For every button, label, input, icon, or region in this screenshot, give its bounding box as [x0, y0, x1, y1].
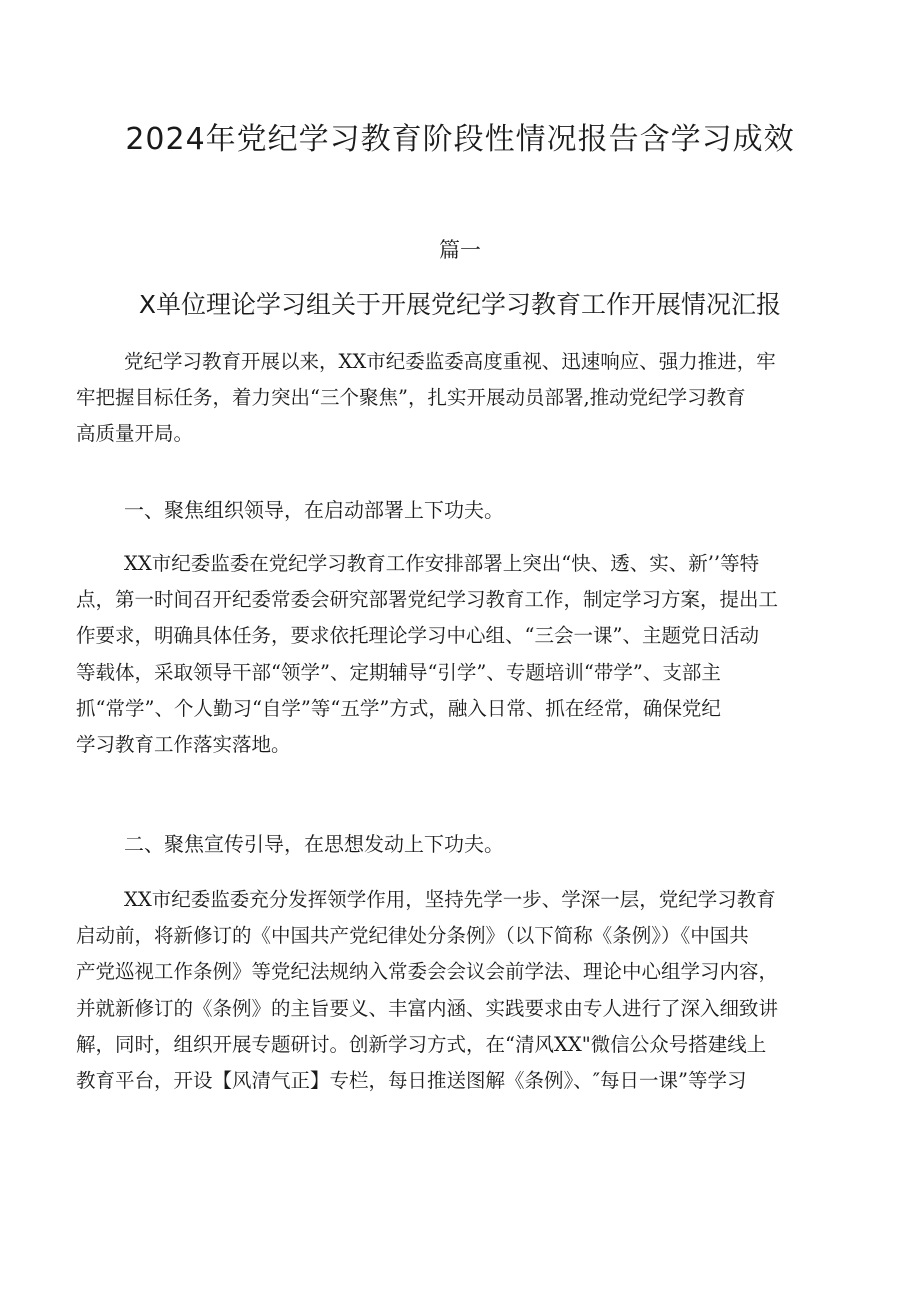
paragraph-line: 高质量开局。 [76, 422, 194, 446]
section-heading-2: 二、聚焦宣传引导，在思想发动上下功夫。 [124, 832, 504, 856]
paragraph-line: 作要求，明确具体任务，要求依托理论学习中心组、“三会一课”、主题党日活动 [76, 624, 759, 648]
paragraph-line: XX市纪委监委在党纪学习教育工作安排部署上突出“快、透、实、新’’等特 [124, 552, 760, 575]
intro-paragraph [76, 344, 858, 453]
part-label: 篇一 [439, 238, 481, 262]
document-title: 2024年党纪学习教育阶段性情况报告含学习成效 [125, 122, 795, 157]
section-1-paragraph [76, 546, 858, 763]
paragraph-line: 党纪学习教育开展以来，XX市纪委监委高度重视、迅速响应、强力推进，牢 [124, 350, 776, 373]
paragraph-line: XX市纪委监委充分发挥领学作用，坚持先学一步、学深一层，党纪学习教育 [124, 888, 776, 911]
paragraph-line: 抓“常学”、个人勤习“自学”等“五学”方式，融入日常、抓在经常，确保党纪 [76, 696, 721, 720]
paragraph-line: 并就新修订的《条例》的主旨要义、丰富内涵、实践要求由专人进行了深入细致讲 [76, 996, 779, 1020]
paragraph-line: 启动前，将新修订的《中国共产党纪律处分条例》（以下简称《条例》）《中国共 [76, 924, 749, 948]
paragraph-line: 学习教育工作落实落地。 [76, 733, 291, 757]
paragraph-line: 产党巡视工作条例》等党纪法规纳入常委会会议会前学法、理论中心组学习内容， [76, 960, 779, 984]
paragraph-line: 等载体，采取领导干部“领学”、定期辅导“引学”、专题培训“带学”、支部主 [76, 660, 721, 684]
paragraph-line: 牢把握目标任务，着力突出“三个聚焦”，扎实开展动员部署,推动党纪学习教育 [76, 386, 746, 410]
paragraph-line: 点，第一时间召开纪委常委会研究部署党纪学习教育工作，制定学习方案，提出工 [76, 588, 779, 612]
paragraph-line: 解，同时，组织开展专题研讨。创新学习方式，在“清风XX"微信公众号搭建线上 [76, 1032, 767, 1056]
section-2-paragraph [76, 882, 858, 1099]
paragraph-line: 教育平台，开设【风清气正】专栏，每日推送图解《条例》、″每日一课”等学习 [76, 1069, 747, 1093]
section-heading-1: 一、聚焦组织领导，在启动部署上下功夫。 [124, 498, 504, 522]
report-title: X单位理论学习组关于开展党纪学习教育工作开展情况汇报 [138, 290, 782, 319]
